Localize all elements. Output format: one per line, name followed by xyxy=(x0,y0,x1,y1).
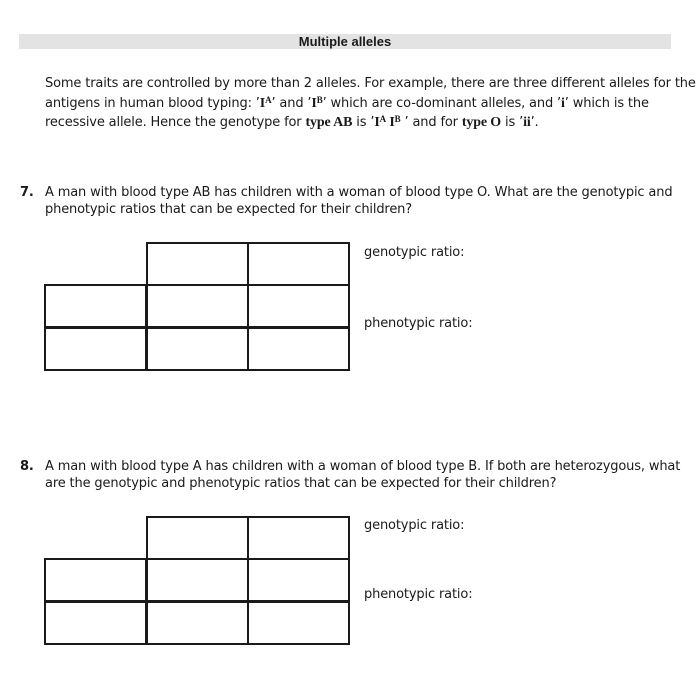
intro-text: ’ and ’ xyxy=(271,95,312,111)
question-text-line: phenotypic ratios that can be expected for their children? xyxy=(45,202,413,217)
punnett-square-q8 xyxy=(44,516,350,645)
genotypic-ratio-label-q8: genotypic ratio: xyxy=(364,518,465,533)
type-ab-label: type AB xyxy=(305,115,353,130)
question-text-line: A man with blood type A has children with a woman of blood type B. If both are heterozygous, what xyxy=(45,459,681,474)
punnett-cell[interactable] xyxy=(146,516,249,560)
punnett-cell[interactable] xyxy=(247,601,350,645)
punnett-cell[interactable] xyxy=(146,558,249,602)
intro-line-2 xyxy=(45,94,675,114)
phenotypic-ratio-label-q8: phenotypic ratio: xyxy=(364,587,473,602)
intro-text: ’. xyxy=(530,115,539,130)
question-text-line: are the genotypic and phenotypic ratios that can be expected for their children? xyxy=(45,476,557,491)
punnett-cell[interactable] xyxy=(44,284,147,328)
genotype-o: ii xyxy=(523,115,531,130)
intro-text: ’ which are co-dominant alleles, and ’ xyxy=(322,95,562,111)
allele-i: i xyxy=(561,95,565,111)
intro-line-1: Some traits are controlled by more than 2 alleles. For example, there are three different alleles for the xyxy=(45,76,696,91)
genotypic-ratio-label-q7: genotypic ratio: xyxy=(364,245,465,260)
punnett-cell[interactable] xyxy=(247,516,350,560)
type-o-label: type O xyxy=(461,115,502,130)
intro-text: antigens in human blood typing: ’ xyxy=(45,95,260,111)
punnett-cell[interactable] xyxy=(146,327,249,371)
genotype-ab: $I^A$ $I^B$ xyxy=(374,114,401,130)
question-number: 7. xyxy=(20,185,34,200)
punnett-cell[interactable] xyxy=(247,284,350,328)
question-number: 8. xyxy=(20,459,34,474)
intro-text: ’ and for xyxy=(400,115,462,130)
intro-text: is ’ xyxy=(352,115,375,130)
punnett-square-q7 xyxy=(44,242,350,371)
intro-text: ’ which is the xyxy=(564,95,649,111)
section-title: Multiple alleles xyxy=(19,34,671,49)
phenotypic-ratio-label-q7: phenotypic ratio: xyxy=(364,316,473,331)
punnett-cell[interactable] xyxy=(44,327,147,371)
punnett-cell[interactable] xyxy=(146,242,249,286)
allele-ib: $I^B$ xyxy=(311,94,323,111)
punnett-cell[interactable] xyxy=(247,327,350,371)
punnett-cell[interactable] xyxy=(247,242,350,286)
question-8 xyxy=(20,458,680,492)
intro-line-3 xyxy=(45,113,675,133)
allele-ia: $I^A$ xyxy=(259,94,272,111)
punnett-cell[interactable] xyxy=(146,601,249,645)
punnett-cell[interactable] xyxy=(247,558,350,602)
intro-text: is ’ xyxy=(501,115,524,130)
punnett-cell[interactable] xyxy=(44,558,147,602)
question-text-line: A man with blood type AB has children with a woman of blood type O. What are the genotypic and xyxy=(45,185,673,200)
intro-paragraph xyxy=(45,74,696,133)
punnett-cell[interactable] xyxy=(44,601,147,645)
question-7 xyxy=(20,184,680,218)
intro-text: recessive allele. Hence the genotype for xyxy=(45,115,306,130)
punnett-cell[interactable] xyxy=(146,284,249,328)
